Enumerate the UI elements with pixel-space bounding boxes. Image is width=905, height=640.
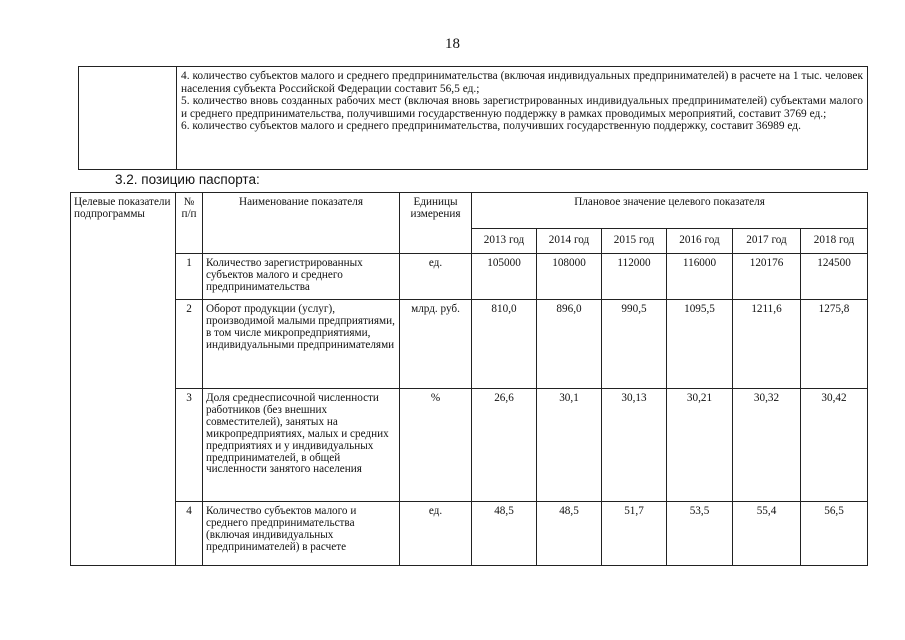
- table-row: [71, 254, 868, 300]
- indicator-name: Оборот продукции (услуг), производимой малыми предприятиями, в том числе микропредприятиями, индивидуальными предпринимателями: [203, 300, 400, 389]
- value-cell: 124500: [801, 254, 868, 300]
- value-cell: 51,7: [602, 502, 667, 566]
- value-cell: 105000: [472, 254, 537, 300]
- value-cell: 53,5: [667, 502, 733, 566]
- value-cell: 810,0: [472, 300, 537, 389]
- year-header: 2013 год: [472, 229, 537, 254]
- value-cell: 30,42: [801, 389, 868, 502]
- value-cell: 30,1: [537, 389, 602, 502]
- intro-text-cell: [177, 67, 868, 170]
- table-row: [71, 389, 868, 502]
- target-indicators-header: Целевые показатели подпрограммы: [71, 193, 176, 566]
- number-header: № п/п: [176, 193, 203, 254]
- intro-item-6: 6. количество субъектов малого и среднего предпринимательства, получивших государственную поддержку, составит 36989 ед.: [181, 120, 801, 132]
- page-number: 18: [445, 36, 460, 52]
- value-cell: 990,5: [602, 300, 667, 389]
- value-cell: 896,0: [537, 300, 602, 389]
- year-header: 2018 год: [801, 229, 868, 254]
- indicator-unit: ед.: [400, 254, 472, 300]
- year-header: 2014 год: [537, 229, 602, 254]
- row-number: 2: [176, 300, 203, 389]
- value-cell: 116000: [667, 254, 733, 300]
- value-cell: 30,21: [667, 389, 733, 502]
- value-cell: 30,32: [733, 389, 801, 502]
- value-cell: 112000: [602, 254, 667, 300]
- value-cell: 55,4: [733, 502, 801, 566]
- indicator-unit: %: [400, 389, 472, 502]
- row-number: 1: [176, 254, 203, 300]
- row-number: 4: [176, 502, 203, 566]
- year-header: 2016 год: [667, 229, 733, 254]
- value-cell: 1275,8: [801, 300, 868, 389]
- indicator-unit: ед.: [400, 502, 472, 566]
- year-header: 2017 год: [733, 229, 801, 254]
- value-cell: 30,13: [602, 389, 667, 502]
- intro-blank-cell: [79, 67, 177, 170]
- plan-value-header: Плановое значение целевого показателя: [472, 193, 868, 229]
- value-cell: 108000: [537, 254, 602, 300]
- value-cell: 56,5: [801, 502, 868, 566]
- table-row: [71, 502, 868, 566]
- table-row: [71, 300, 868, 389]
- value-cell: 26,6: [472, 389, 537, 502]
- intro-table: [78, 66, 868, 170]
- indicator-name-header: Наименование показателя: [203, 193, 400, 254]
- value-cell: 1095,5: [667, 300, 733, 389]
- value-cell: 1211,6: [733, 300, 801, 389]
- intro-item-5: 5. количество вновь созданных рабочих мест (включая вновь зарегистрированных индивидуальных предпринимателей) субъектами малого и среднего предпринимательства, получившими государственную поддержку в рамках проводимых мероприятий, составит 3769 ед.;: [181, 95, 863, 120]
- indicator-name: Доля среднесписочной численности работников (без внешних совместителей), занятых на микропредприятиях, малых и средних предприятиях и у индивидуальных предпринимателей, в общей численности занятого населения: [203, 389, 400, 502]
- year-header: 2015 год: [602, 229, 667, 254]
- indicator-name: Количество субъектов малого и среднего предпринимательства (включая индивидуальных предпринимателей) в расчете: [203, 502, 400, 566]
- indicator-unit: млрд. руб.: [400, 300, 472, 389]
- indicator-name: Количество зарегистрированных субъектов малого и среднего предпринимательства: [203, 254, 400, 300]
- section-heading: 3.2. позицию паспорта:: [115, 172, 260, 187]
- indicators-table: [70, 192, 868, 566]
- value-cell: 120176: [733, 254, 801, 300]
- unit-header: Единицы измерения: [400, 193, 472, 254]
- value-cell: 48,5: [472, 502, 537, 566]
- value-cell: 48,5: [537, 502, 602, 566]
- row-number: 3: [176, 389, 203, 502]
- intro-item-4: 4. количество субъектов малого и среднего предпринимательства (включая индивидуальных предпринимателей) в расчете на 1 тыс. человек населения субъекта Российской Федерации составит 56,5 ед.;: [181, 70, 863, 95]
